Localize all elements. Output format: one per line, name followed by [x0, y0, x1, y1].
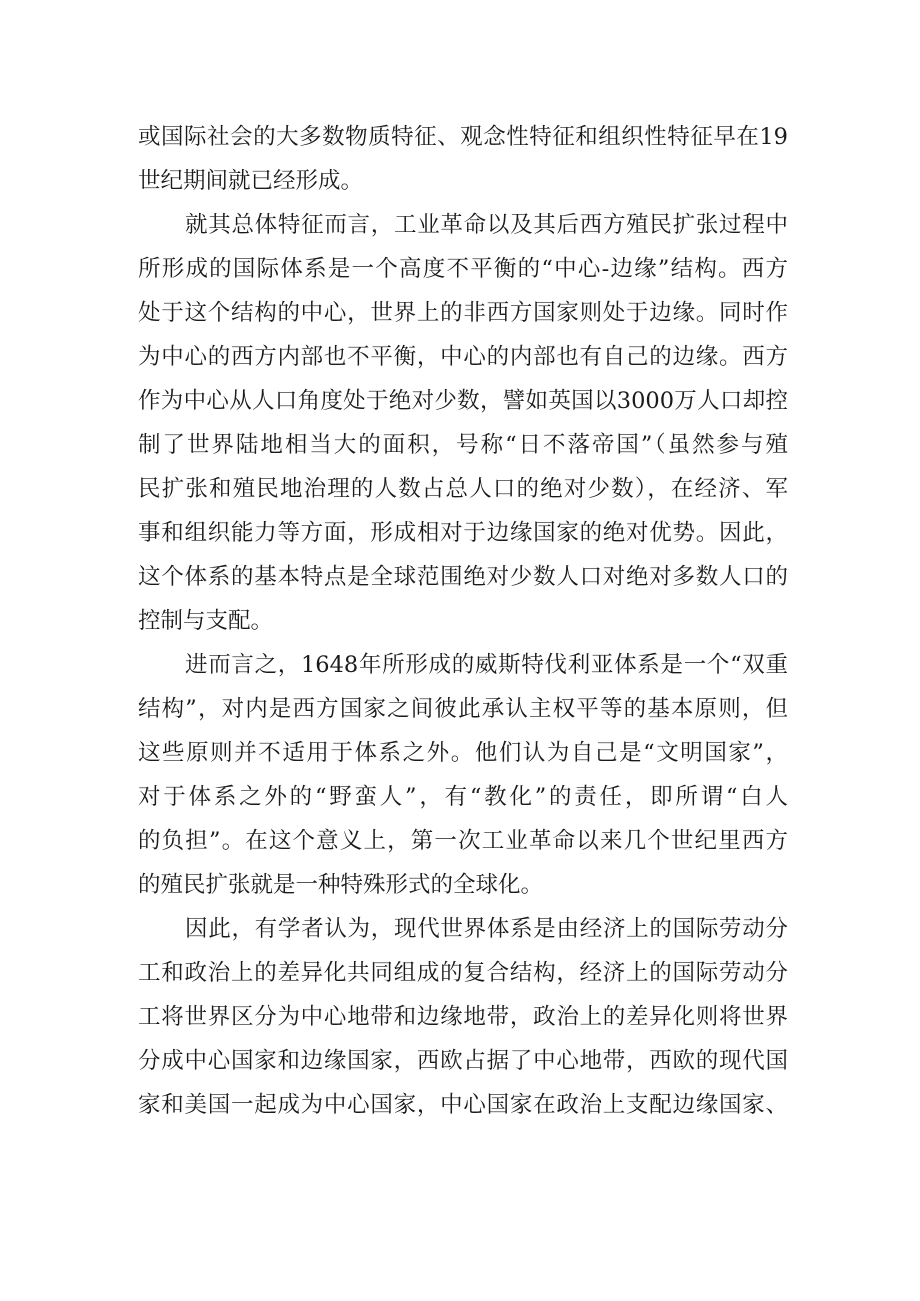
text-line: 所形成的国际体系是一个高度不平衡的“中心-边缘”结构。西方 [138, 256, 788, 282]
text-line: 民扩张和殖民地治理的人数占总人口的绝对少数），在经济、军 [138, 476, 788, 502]
text-line: 事和组织能力等方面，形成相对于边缘国家的绝对优势。因此， [138, 520, 788, 546]
text-line: 工将世界区分为中心地带和边缘地带，政治上的差异化则将世界 [138, 1004, 788, 1030]
text-line: 控制与支配。 [138, 608, 274, 634]
text-line: 制了世界陆地相当大的面积，号称“日不落帝国”（虽然参与殖 [138, 432, 788, 458]
text-line: 处于这个结构的中心，世界上的非西方国家则处于边缘。同时作 [138, 300, 788, 326]
text-line: 工和政治上的差异化共同组成的复合结构，经济上的国际劳动分 [138, 960, 788, 986]
text-line: 作为中心从人口角度处于绝对少数，譬如英国以3000万人口却控 [138, 388, 788, 414]
text-line: 这些原则并不适用于体系之外。他们认为自己是“文明国家”， [138, 740, 788, 766]
paragraph-start-line: 就其总体特征而言，工业革命以及其后西方殖民扩张过程中 [185, 212, 788, 238]
text-line: 分成中心国家和边缘国家，西欧占据了中心地带，西欧的现代国 [138, 1048, 788, 1074]
text-line: 这个体系的基本特点是全球范围绝对少数人口对绝对多数人口的 [138, 564, 788, 590]
text-line: 为中心的西方内部也不平衡，中心的内部也有自己的边缘。西方 [138, 344, 788, 370]
paragraph-start-line: 因此，有学者认为，现代世界体系是由经济上的国际劳动分 [185, 916, 788, 942]
text-line: 对于体系之外的“野蛮人”，有“教化”的责任，即所谓“白人 [138, 784, 788, 810]
text-line: 结构”，对内是西方国家之间彼此承认主权平等的基本原则，但 [138, 696, 788, 722]
paragraph-start-line: 进而言之，1648年所形成的威斯特伐利亚体系是一个“双重 [185, 652, 788, 678]
text-line: 的殖民扩张就是一种特殊形式的全球化。 [138, 872, 544, 898]
text-line: 家和美国一起成为中心国家，中心国家在政治上支配边缘国家、 [138, 1092, 788, 1118]
text-line: 世纪期间就已经形成。 [138, 168, 364, 194]
text-line: 的负担”。在这个意义上，第一次工业革命以来几个世纪里西方 [138, 828, 788, 854]
text-line: 或国际社会的大多数物质特征、观念性特征和组织性特征早在19 [138, 124, 788, 150]
